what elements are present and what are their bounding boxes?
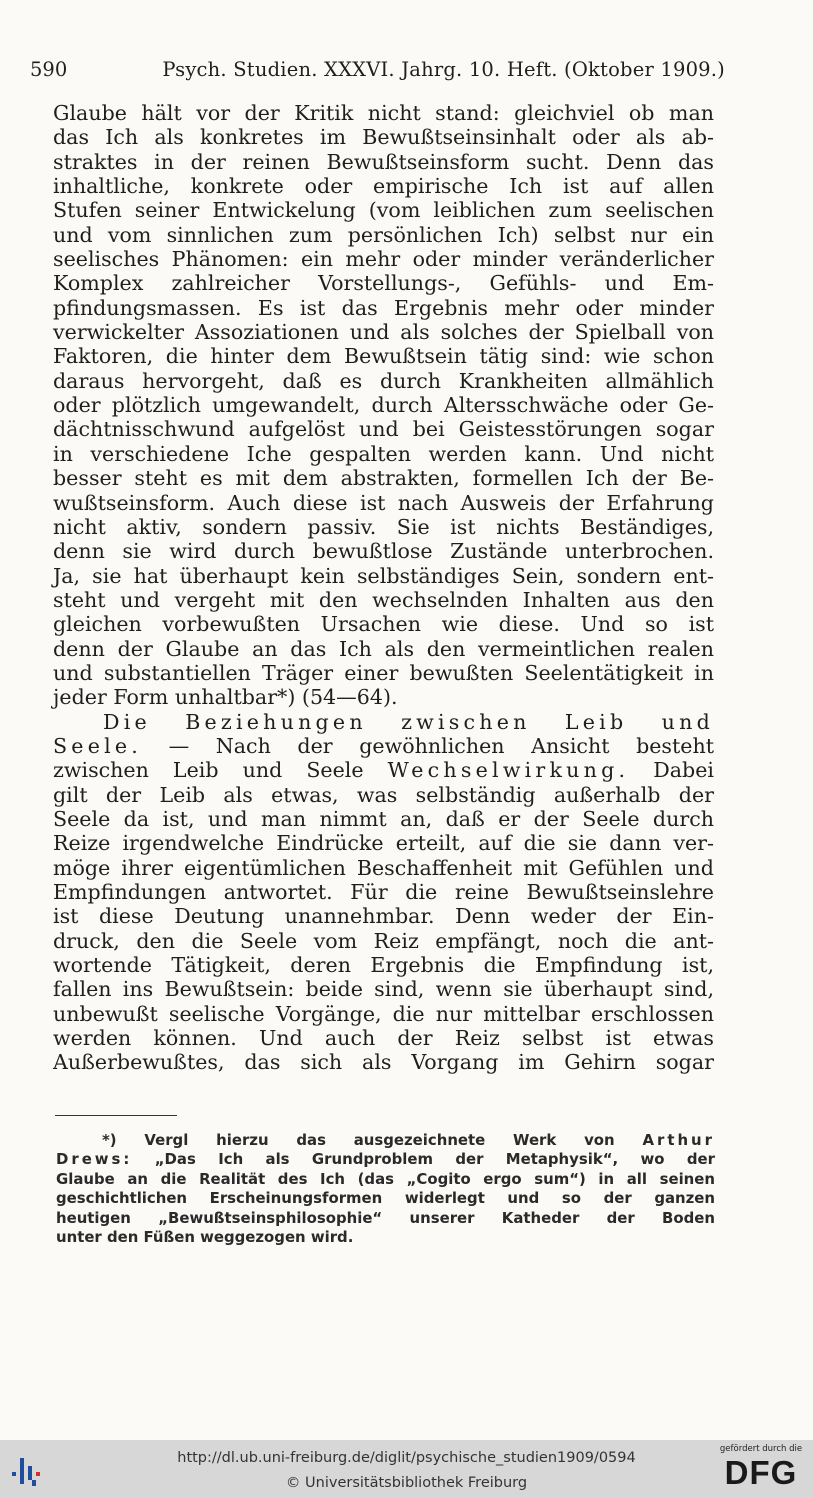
viewer-footer [0,1440,813,1498]
text-line: Stufen seiner Entwickelung (vom leiblichen zum seelischen [53,198,714,223]
author-name: Arthur [642,1131,715,1149]
text-line: besser steht es mit dem abstrakten, formellen Ich der Be- [53,466,714,491]
text-line: steht und vergeht mit den wechselnden Inhalten aus den [53,587,714,612]
text-line: Faktoren, die hinter dem Bewußtsein tätig sind: wie schon [53,344,714,369]
text-line: das Ich als konkretes im Bewußtseinsinhalt oder als ab- [53,125,714,150]
text-line: druck, den die Seele vom Reiz empfängt, noch die ant- [53,928,714,953]
text-line: werden können. Und auch der Reiz selbst ist etwas [53,1026,714,1051]
running-title: Psych. Studien. XXXVI. Jahrg. 10. Heft. (Oktober 1909.) [162,58,725,81]
text-line: Ja, sie hat überhaupt kein selbständiges Sein, sondern ent- [53,563,714,588]
text-line: verwickelter Assoziationen und als solches der Spielball von [53,320,714,345]
text-line: gilt der Leib als etwas, was selbständig außerhalb der [53,782,714,807]
footnote-line: geschichtlichen Erscheinungsformen widerlegt und so der ganzen [56,1189,715,1208]
footnote [56,1131,715,1247]
text-line: inhaltliche, konkrete oder empirische Ich ist auf allen [53,174,714,199]
footnote-line: unter den Füßen weggezogen wird. [56,1227,354,1246]
text-line: Komplex zahlreicher Vorstellungs-, Gefühls- und Em- [53,271,714,296]
text-line: seelisches Phänomen: ein mehr oder minder veränderlicher [53,247,714,272]
author-name: Drews: [56,1150,133,1169]
text-line: Empfindungen antwortet. Für die reine Bewußtseinslehre [53,880,714,904]
text-line: daraus hervorgeht, daß es durch Krankheiten allmählich [53,368,714,393]
section-heading-continued: Seele. [53,733,143,758]
text-line: und vom sinnlichen zum persönlichen Ich) selbst nur ein [53,222,714,247]
text-line: straktes in der reinen Bewußtseinsform sucht. Denn das [53,149,714,174]
text-line: pfindungsmassen. Es ist das Ergebnis mehr oder minder [53,295,714,320]
text-line: denn sie wird durch bewußtlose Zustände unterbrochen. [53,539,714,564]
text-line: Außerbewußtes, das sich als Vorgang im Gehirn sogar [53,1050,714,1075]
footnote-line [56,1131,715,1150]
text-line: nicht aktiv, sondern passiv. Sie ist nichts Beständiges, [53,514,714,539]
section-heading-line [53,710,714,734]
text-line: Seele da ist, und man nimmt an, daß er der Seele durch [53,806,714,831]
footnote-line: Glaube an die Realität des Ich (das „Cogito ergo sum“) in all seinen [56,1169,715,1188]
text-line: Reize irgendwelche Eindrücke erteilt, auf die sie dann ver- [53,831,714,856]
text-line: gleichen vorbewußten Ursachen wie diese. Und so ist [53,612,714,637]
text-line: dächtnisschwund aufgelöst und bei Geistesstörungen sogar [53,417,714,442]
body-text [53,101,714,1075]
page-url[interactable]: http://dl.ub.uni-freiburg.de/diglit/psychische_studien1909/0594 [177,1450,636,1466]
text-line: Glaube hält vor der Kritik nicht stand: gleichviel ob man [53,101,714,125]
dfg-caption: gefördert durch die [719,1444,803,1454]
text-line: ist diese Deutung unannehmbar. Denn weder der Ein- [53,904,714,929]
text-line: wortende Tätigkeit, deren Ergebnis die Empfindung ist, [53,953,714,978]
page-number: 590 [30,58,68,81]
dfg-wordmark: DFG [724,1454,798,1491]
dfg-logo [717,1444,805,1494]
footnote-line: heutigen „Bewußtseinsphilosophie“ unserer Katheder der Boden [56,1208,715,1227]
text-fragment: *) Vergl hierzu das ausgezeichnete Werk von [102,1131,615,1149]
text-fragment: Dabei [653,758,714,783]
text-line: in verschiedene Iche gespalten werden kann. Und nicht [53,441,714,466]
text-line: wußtseinsform. Auch diese ist nach Ausweis der Erfahrung [53,490,714,515]
text-fragment: „Das Ich als Grundproblem der Metaphysik“, wo der [154,1150,715,1169]
text-line: jeder Form unhaltbar*) (54—64). [53,685,398,710]
section-heading: Die Beziehungen zwischen Leib und [103,709,714,734]
text-line: denn der Glaube an das Ich als den vermeintlichen realen [53,636,714,661]
text-line: und substantiellen Träger einer bewußten Seelentätigkeit in [53,660,714,685]
text-line: möge ihrer eigentümlichen Beschaffenheit mit Gefühlen und [53,855,714,880]
footnote-rule [55,1115,177,1116]
text-fragment: zwischen Leib und Seele [53,758,364,783]
page-header [30,58,725,88]
text-line [53,734,714,758]
text-line: oder plötzlich umgewandelt, durch Altersschwäche oder Ge- [53,393,714,418]
text-line [53,758,714,782]
emphasized-term: Wechselwirkung. [387,758,630,783]
copyright-notice: © Universitätsbibliothek Freiburg [285,1475,528,1491]
footnote-line [56,1150,715,1169]
text-fragment: — Nach der gewöhnlichen Ansicht besteht [168,733,715,758]
text-line: fallen ins Bewußtsein: beide sind, wenn sie überhaupt sind, [53,977,714,1002]
text-line: unbewußt seelische Vorgänge, die nur mittelbar erschlossen [53,1001,714,1026]
